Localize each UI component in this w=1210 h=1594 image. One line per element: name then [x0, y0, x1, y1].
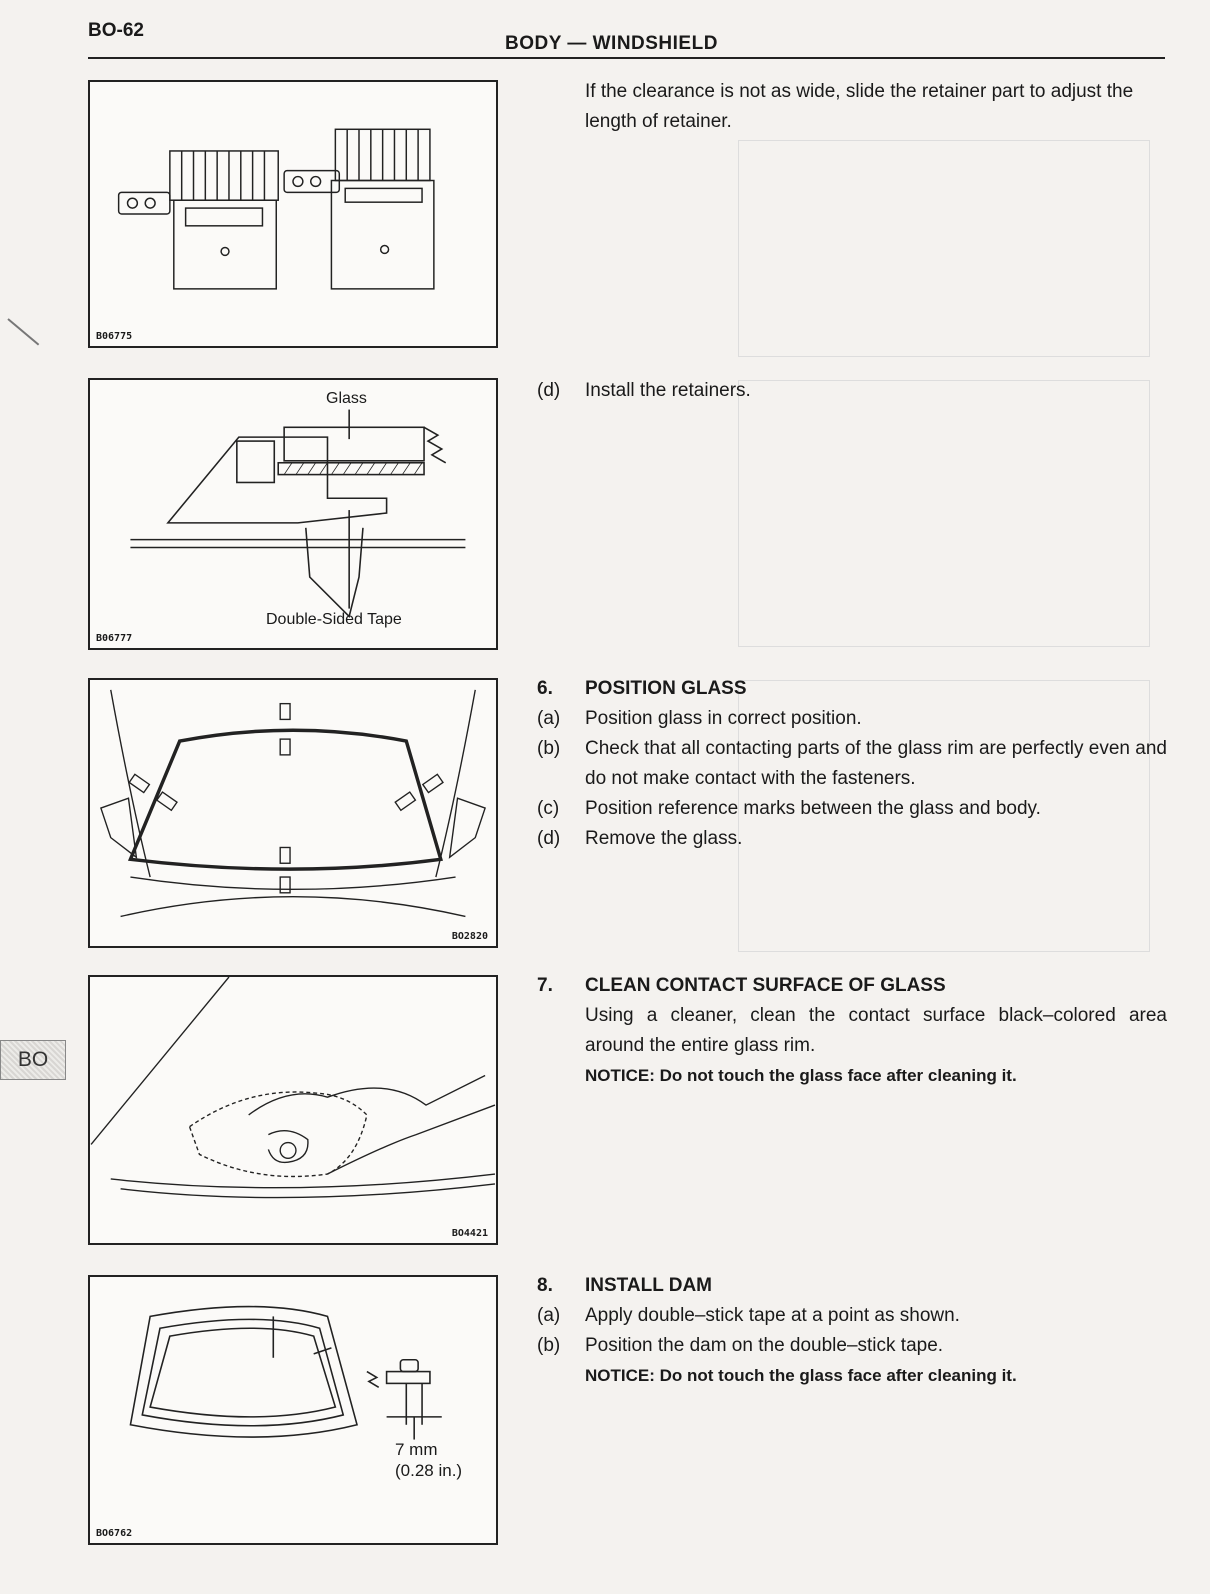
item-text: Remove the glass.: [585, 828, 743, 849]
step-7: [537, 971, 1167, 1091]
bleedthrough-box: [738, 140, 1150, 357]
dim-label-in: (0.28 in.): [395, 1461, 463, 1480]
dim-label-mm: 7 mm: [395, 1440, 438, 1459]
figure-retainer-section: [88, 378, 498, 650]
glass-section-illustration: [90, 380, 496, 648]
figure-id: BO2820: [451, 931, 488, 942]
step-number: 7.: [537, 975, 553, 996]
notice: [585, 1061, 1017, 1091]
item-text: Position glass in correct position.: [585, 708, 862, 729]
cleaning-hand-illustration: [90, 977, 496, 1243]
notice-label: NOTICE:: [585, 1066, 655, 1085]
step-text: Using a cleaner, clean the contact surface black–colored area around the entire glass rim.: [585, 1005, 1167, 1056]
figure-id: BO4421: [451, 1228, 488, 1239]
page-title: BODY — WINDSHIELD: [505, 33, 718, 54]
step-title: POSITION GLASS: [585, 678, 747, 699]
item-text: Install the retainers.: [585, 380, 751, 401]
item-label: (c): [537, 798, 560, 819]
bleedthrough-box: [738, 380, 1150, 647]
notice-text: Do not touch the glass face after cleaning it.: [659, 1066, 1017, 1085]
figure-position-glass: [88, 678, 498, 948]
retainer-clearance-text: If the clearance is not as wide, slide the retainer part to adjust the length of retainer.: [585, 81, 1134, 132]
section-tab: [0, 1040, 66, 1080]
item-text: Check that all contacting parts of the glass rim are perfectly even and do not make contact with the fasteners.: [585, 738, 1167, 789]
page-number: BO-62: [88, 20, 144, 41]
section-tab-label: BO: [17, 1048, 49, 1071]
item-text: Position the dam on the double–stick tape.: [585, 1335, 944, 1356]
tape-label: Double-Sided Tape: [266, 611, 402, 628]
header-rule: [88, 57, 1165, 59]
item-label: (d): [537, 828, 561, 849]
dam-illustration: [90, 1277, 496, 1543]
notice-text: Do not touch the glass face after cleaning it.: [659, 1366, 1017, 1385]
figure-retainer-adjust: [88, 80, 498, 348]
item-text: Apply double–stick tape at a point as shown.: [585, 1305, 960, 1326]
install-retainers-block: [537, 376, 1167, 406]
step-8: [537, 1271, 1167, 1391]
glass-label: Glass: [326, 390, 367, 407]
item-label: (a): [537, 708, 561, 729]
retainer-illustration: [90, 82, 496, 346]
figure-id: BO6762: [96, 1528, 133, 1539]
figure-clean-glass: [88, 975, 498, 1245]
figure-id: B06777: [96, 633, 133, 644]
step-6: [537, 674, 1167, 854]
notice-label: NOTICE:: [585, 1366, 655, 1385]
notice: [585, 1361, 1017, 1391]
figure-id: B06775: [96, 331, 133, 342]
item-label: (a): [537, 1305, 561, 1326]
step-title: INSTALL DAM: [585, 1275, 713, 1296]
margin-mark: [7, 318, 39, 345]
retainer-text-block: [537, 77, 1167, 137]
item-text: Position reference marks between the glass and body.: [585, 798, 1041, 819]
item-label: (b): [537, 738, 561, 759]
step-title: CLEAN CONTACT SURFACE OF GLASS: [585, 975, 946, 996]
step-number: 8.: [537, 1275, 553, 1296]
step-number: 6.: [537, 678, 553, 699]
item-label: (d): [537, 380, 561, 401]
figure-install-dam: [88, 1275, 498, 1545]
windshield-illustration: [90, 680, 496, 946]
item-label: (b): [537, 1335, 561, 1356]
